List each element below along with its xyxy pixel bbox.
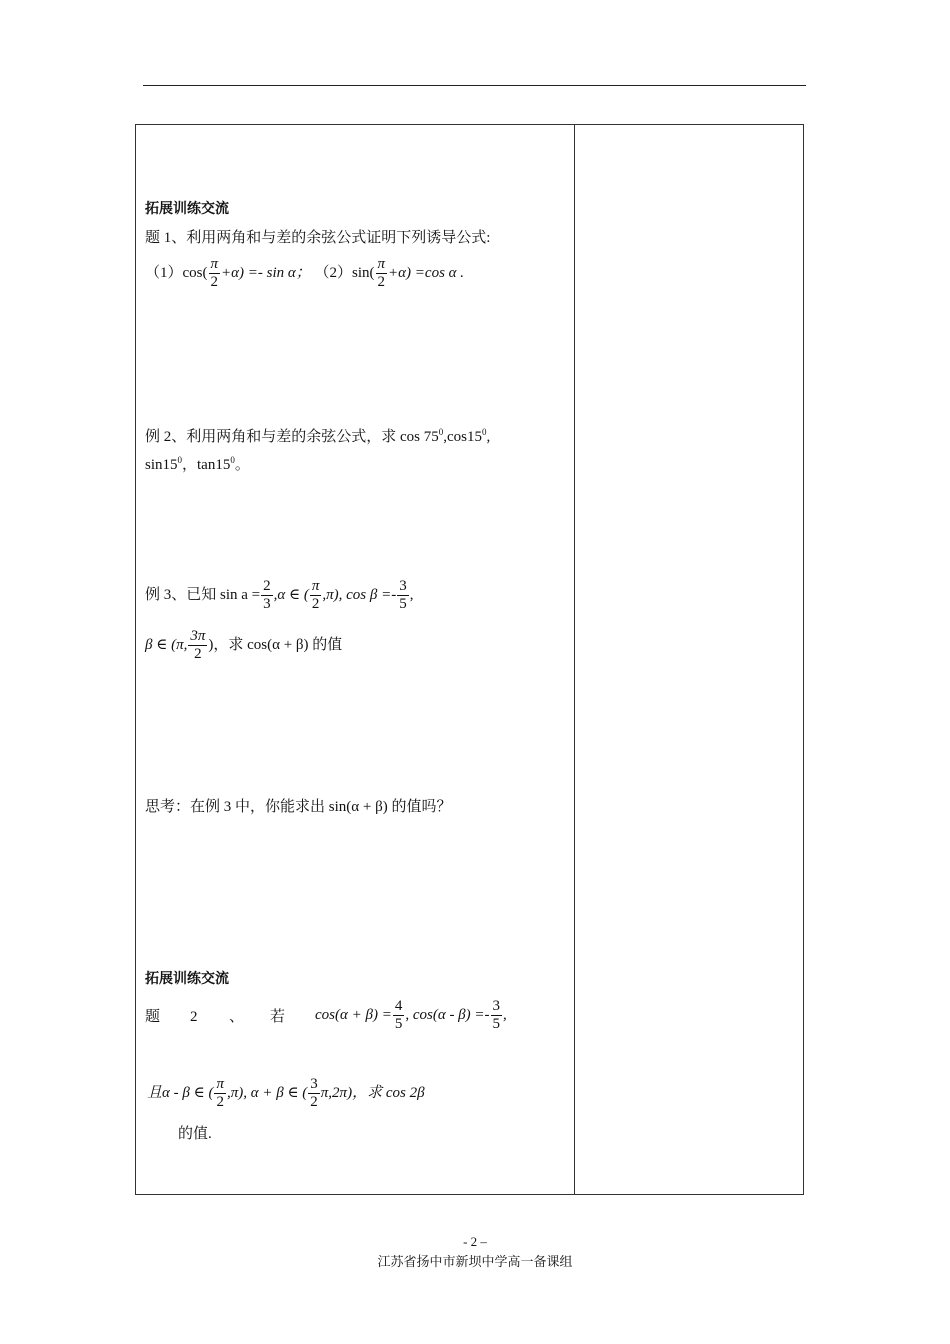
example-3-line-2: β ∈ (π, $\frac{3\pi}{2}$ )，求 cos(α + β) 的值 — [145, 628, 343, 663]
fraction-pi-over-2-b: $\frac{\pi}{2}$ — [377, 256, 386, 291]
fraction-3-5: $\frac{3}{5}$ — [399, 578, 407, 613]
header-rule — [143, 85, 806, 86]
table-column-divider — [574, 124, 575, 1195]
fraction-pi-2-b: $\frac{\pi}{2}$ — [216, 1076, 224, 1111]
question-2-label-c: 、 — [229, 1009, 245, 1025]
question-2-line-3: 的值. — [178, 1126, 212, 1142]
question-2-label-b: 2 — [190, 1009, 198, 1025]
fraction-3-2: $\frac{3}{2}$ — [310, 1076, 318, 1111]
fraction-3-5-b: $\frac{3}{5}$ — [492, 998, 501, 1033]
question-2-condition: cos(α + β) = $\frac{4}{5}$ , cos(α - β) =- $\frac{3}{5}$ , — [315, 998, 507, 1033]
formula-1-close: +α) =- sin α； — [221, 265, 311, 282]
fraction-2-3: $\frac{2}{3}$ — [263, 578, 271, 613]
formula-2-close: +α) =cos α . — [388, 265, 465, 282]
question-2-line-2: 且α - β ∈ ( $\frac{\pi}{2}$ ,π), α + β ∈ ( $\frac{3}{2}$ π,2π)，求 cos 2β — [147, 1076, 425, 1111]
formula-1-open: （1）cos( — [145, 265, 208, 282]
section-title-1: 拓展训练交流 — [145, 201, 229, 217]
example-2-line-2: $\sin 15^0$，$\tan 15^0$。 — [145, 455, 250, 473]
question-1-formulas — [145, 256, 464, 292]
fraction-pi-2: $\frac{\pi}{2}$ — [311, 578, 320, 613]
footer-organization: 江苏省扬中市新坝中学高一备课组 — [377, 1254, 573, 1269]
fraction-pi-over-2: $\frac{\pi}{2}$ — [210, 256, 219, 291]
question-2-label-d: 若 — [270, 1009, 286, 1025]
question-1-label: 题 1、利用两角和与差的余弦公式证明下列诱导公式: — [145, 230, 491, 246]
example-2-line-1: 例 2、利用两角和与差的余弦公式，求 $\cos 75^0,\cos 15^0$, — [145, 427, 491, 445]
question-2-label-a: 题 — [145, 1009, 161, 1025]
section-title-2: 拓展训练交流 — [145, 971, 229, 987]
fraction-3pi-2: $\frac{3\pi}{2}$ — [190, 628, 206, 663]
formula-2-open: （2）sin( — [314, 265, 375, 282]
fraction-4-5: $\frac{4}{5}$ — [394, 998, 403, 1033]
page-number: - 2 – — [463, 1234, 487, 1249]
think-question: 思考：在例 3 中，你能求出 sin(α + β) 的值吗？ — [145, 799, 452, 815]
example-3-line-1: 例 3、已知 sin a = $\frac{2}{3}$ ,α ∈ ( $\frac{\pi}{2}$ ,π), cos β =- $\frac{3}{5}$ , — [145, 578, 414, 613]
